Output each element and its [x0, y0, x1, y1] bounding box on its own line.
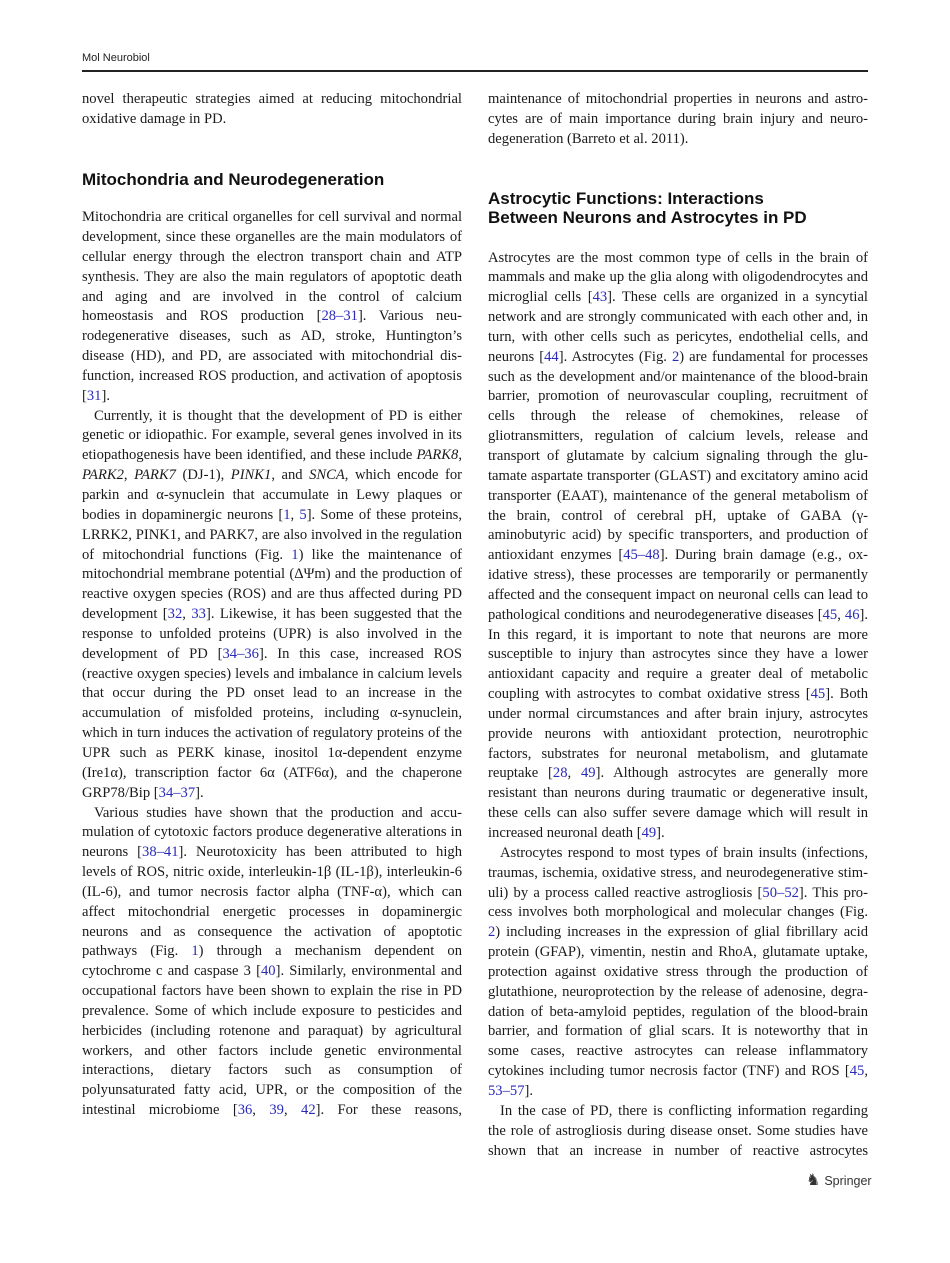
text-run: ]. In this regard, it is important to note that neurons are more susceptible to injury than astrocytes since they have a lower antioxidant capacity and require a greater deal of metabolic coupling with astrocytes to combat oxidative stress [ — [488, 606, 868, 703]
text-run: Astrocytes respond to most types of brain insults (infections, traumas, ischemia, oxidative stress, and neurodegenerative stimuli) by a process called reactive astrogliosis [ — [488, 844, 868, 901]
text-run: (DJ-1), — [175, 467, 231, 484]
text-run: ]. Both under normal circumstances and after brain injury, astrocytes provide neurons with antioxidant protection, neurotrophic factors, substrates for neuronal metabolism, and glutamate reuptake [ — [488, 686, 868, 782]
text-run: ) through a mechanism dependent on cytochrome c and caspase 3 [ — [82, 943, 462, 980]
publisher-logo — [806, 1173, 872, 1189]
citation-link[interactable]: 28 — [552, 765, 568, 782]
text-run: Various studies have shown that the production and accumulation of cytotoxic factors produce degenerative alterations in neurons [ — [82, 804, 462, 861]
citation-link[interactable]: 34–37 — [158, 784, 196, 801]
heading-line: Between Neurons and Astrocytes in PD — [488, 208, 807, 228]
citation-link[interactable]: 5 — [299, 506, 307, 523]
paragraph — [488, 844, 868, 1102]
text-run: ]. Astrocytes (Fig. — [558, 348, 672, 365]
citation-link[interactable]: 33 — [191, 606, 206, 623]
citation-link[interactable]: 49 — [581, 765, 596, 782]
citation-link[interactable]: 40 — [261, 963, 276, 980]
text-run: ]. Likewise, it has been suggested that the response to unfolded proteins (UPR) is also involved in the development of PD [ — [82, 606, 463, 662]
citation-link[interactable]: 45 — [810, 686, 826, 703]
right-column — [488, 90, 868, 1161]
text-run: , and — [271, 467, 310, 484]
paragraph — [82, 90, 462, 130]
citation-link[interactable]: 1 — [291, 546, 299, 563]
citation-link[interactable]: 53–57 — [488, 1082, 525, 1099]
paragraph — [488, 90, 868, 150]
citation-link[interactable]: 45–48 — [623, 547, 660, 564]
text-run: maintenance of mitochondrial properties in neurons and astrocytes are of main importance during brain injury and neurodegeneration (Barreto et al. 2011). — [488, 91, 868, 147]
text-run: ]. Although astrocytes are generally more resistant than neurons during traumatic or degenerative insult, these cells can also suffer severe damage which will result in increased neuronal death [ — [488, 765, 868, 841]
running-head-journal: Mol Neurobiol — [82, 52, 150, 64]
text-run: , — [864, 1063, 868, 1080]
text-run: ]. Some of these proteins, LRRK2, PINK1, and PARK7, are also involved in the regulation of mitochondrial functions (Fig. — [82, 506, 462, 563]
text-run: , — [290, 506, 300, 523]
citation-link[interactable]: 43 — [592, 289, 608, 306]
citation-link[interactable]: 46 — [844, 606, 860, 623]
text-run: ]. This process involves both morphological and molecular changes (Fig. — [488, 884, 868, 921]
text-run: ]. Similarly, environmental and occupational factors have been shown to explain the rise in PD prevalence. Some of which include exposure to pesticides and herbicides (including rotenone and paraquat) by agricultural workers, and other factors include genetic environmental interactions, dietary factors such as consumption of polyunsaturated fatty acid, UPR, or the composition of the intestinal microbiome [ — [82, 963, 462, 1119]
citation-link[interactable]: 42 — [301, 1102, 316, 1119]
paragraph — [488, 1102, 868, 1162]
text-run: ) like the maintenance of mitochondrial membrane potential (ΔΨm) and the production of reactive oxygen species (ROS) and are thus affected during PD development [ — [82, 546, 462, 623]
citation-link[interactable]: 28–31 — [321, 308, 358, 325]
gene-name: PINK1 — [230, 467, 272, 484]
citation-link[interactable]: 39 — [269, 1102, 284, 1119]
header-rule — [82, 70, 868, 72]
citation-link[interactable]: 45 — [822, 606, 838, 623]
text-run: , — [252, 1102, 270, 1119]
citation-link[interactable]: 1 — [283, 506, 291, 523]
text-run: In the case of PD, there is conflicting information regarding the role of astrogliosis during disease onset. Some studies have shown that an increase in number of reactive astrocytes — [488, 1102, 868, 1159]
heading-line: Astrocytic Functions: Interactions — [488, 188, 764, 208]
text-run: ]. — [195, 784, 204, 801]
text-run: ]. — [524, 1082, 533, 1099]
text-run: ]. For these reasons, — [315, 1102, 463, 1119]
text-run: ]. During brain damage (e.g., oxidative stress), these processes are temporarily or permanently affected and the consequent impact on neuronal cells can lead to pathological conditions and neurodegenerative diseases [ — [488, 547, 868, 623]
section-heading-astrocytic — [488, 189, 868, 228]
gene-name: PARK2 — [82, 467, 124, 484]
section-heading-mitochondria: Mitochondria and Neurodegeneration — [82, 169, 385, 189]
citation-link[interactable]: 45 — [849, 1063, 865, 1080]
text-run: , — [837, 606, 845, 623]
text-run: , — [458, 447, 462, 464]
springer-horse-icon: ♞ — [806, 1172, 821, 1189]
citation-link[interactable]: 31 — [86, 387, 102, 404]
text-run: Astrocytes are the most common type of cells in the brain of mammals and make up the glia along with oligodendrocytes and microglial cells [ — [488, 249, 868, 306]
text-run: ]. Neurotoxicity has been attributed to high levels of ROS, nitric oxide, interleukin-1β (IL-1β), interleukin-6 (IL-6), and tumor necrosis factor alpha (TNF-α), which can affect mitochondrial energetic processes in dopaminergic neurons and as consequence the activation of apoptotic pathways (Fig. — [82, 844, 462, 960]
citation-link[interactable]: 50–52 — [762, 884, 799, 901]
text-run: , which encode for parkin and α-synuclein that accumulate in Lewy plaques or bodies in dopaminergic neurons [ — [82, 467, 462, 523]
citation-link[interactable]: 2 — [671, 348, 680, 365]
citation-link[interactable]: 2 — [488, 924, 496, 941]
citation-link[interactable]: 36 — [237, 1102, 253, 1119]
text-run: , — [182, 606, 192, 623]
gene-name: PARK8 — [416, 447, 459, 464]
left-column — [82, 90, 462, 1121]
text-run: ]. Various neurodegenerative diseases, such as AD, stroke, Huntington’s disease (HD), and PD, are associated with mitochondrial disfunction, increased ROS production, and activation of apoptosis [ — [82, 308, 462, 404]
text-run: , — [123, 467, 135, 484]
text-run: ]. These cells are organized in a syncytial network and are strongly communicated with each other and, in turn, with other cells such as pericytes, endothelial cells, and neurons [ — [488, 289, 868, 365]
text-run: ) are fundamental for processes such as the development and/or maintenance of the blood-brain barrier, promotion of neurovascular coupling, recruitment of cells through the release of chemokines, release of gliotransmitters, regulation of calcium levels, release and transport of glutamate by calcium signaling through the glutamate aspartate transporter (GLAST) and excitatory amino acid transporter (EAAT), maintenance of the general metabolism of the brain, control of cerebral pH, uptake of GABA (γ-aminobutyric acid) by specific transporters, and production of antioxidant enzymes [ — [488, 348, 869, 564]
text-run: ]. In this case, increased ROS (reactive oxygen species) levels and imbalance in calcium levels that occur during the PD onset lead to an increase in the accumulation of misfolded proteins, including α-synuclein, which in turn induces the activation of regulatory proteins of the UPR such as PERK kinase, inositol 1α-dependent enzyme (Ire1α), transcription factor 6α (ATF6α), and the chaperone GRP78/Bip [ — [82, 645, 462, 801]
paragraph — [82, 208, 462, 406]
gene-name: SNCA — [309, 467, 345, 484]
text-run: ]. — [656, 825, 665, 841]
citation-link[interactable]: 32 — [167, 606, 183, 623]
gene-name: PARK7 — [134, 467, 176, 484]
paragraph — [488, 249, 868, 844]
text-run: , — [283, 1102, 302, 1119]
citation-link[interactable]: 34–36 — [222, 645, 259, 662]
paragraph — [82, 407, 462, 804]
text-run: novel therapeutic strategies aimed at reducing mitochondrial oxidative damage in PD. — [82, 91, 462, 127]
text-run: Mitochondria are critical organelles for cell survival and normal development, since these organelles are the main modulators of cellular energy through the electron transport chain and ATP synthesis. They are also the main regulators of apoptotic death and aging and are involved in the control of calcium homeostasis and ROS production [ — [82, 209, 462, 325]
publisher-name: Springer — [824, 1174, 872, 1188]
text-run: ]. — [101, 387, 110, 404]
citation-link[interactable]: 1 — [191, 943, 199, 960]
text-run: ) including increases in the expression of glial fibrillary acid protein (GFAP), vimentin, nestin and RhoA, glutamate uptake, protection against oxidative stress through the production of glutathione, neuroprotection by the release of adenosine, degradation of beta-amyloid peptides, regulation of the blood-brain barrier, and formation of glial scars. It is noteworthy that in some cases, reactive astrocytes can release inflammatory cytokines including tumor necrosis factor (TNF) and ROS [ — [488, 924, 868, 1080]
citation-link[interactable]: 49 — [641, 825, 657, 841]
citation-link[interactable]: 44 — [544, 348, 559, 365]
paragraph — [82, 804, 462, 1122]
text-run: Currently, it is thought that the development of PD is either genetic or idiopathic. For example, several genes involved in its etiopathogenesis have been identified, and these include — [82, 407, 462, 464]
text-run: , — [567, 765, 581, 782]
citation-link[interactable]: 38–41 — [142, 844, 179, 861]
